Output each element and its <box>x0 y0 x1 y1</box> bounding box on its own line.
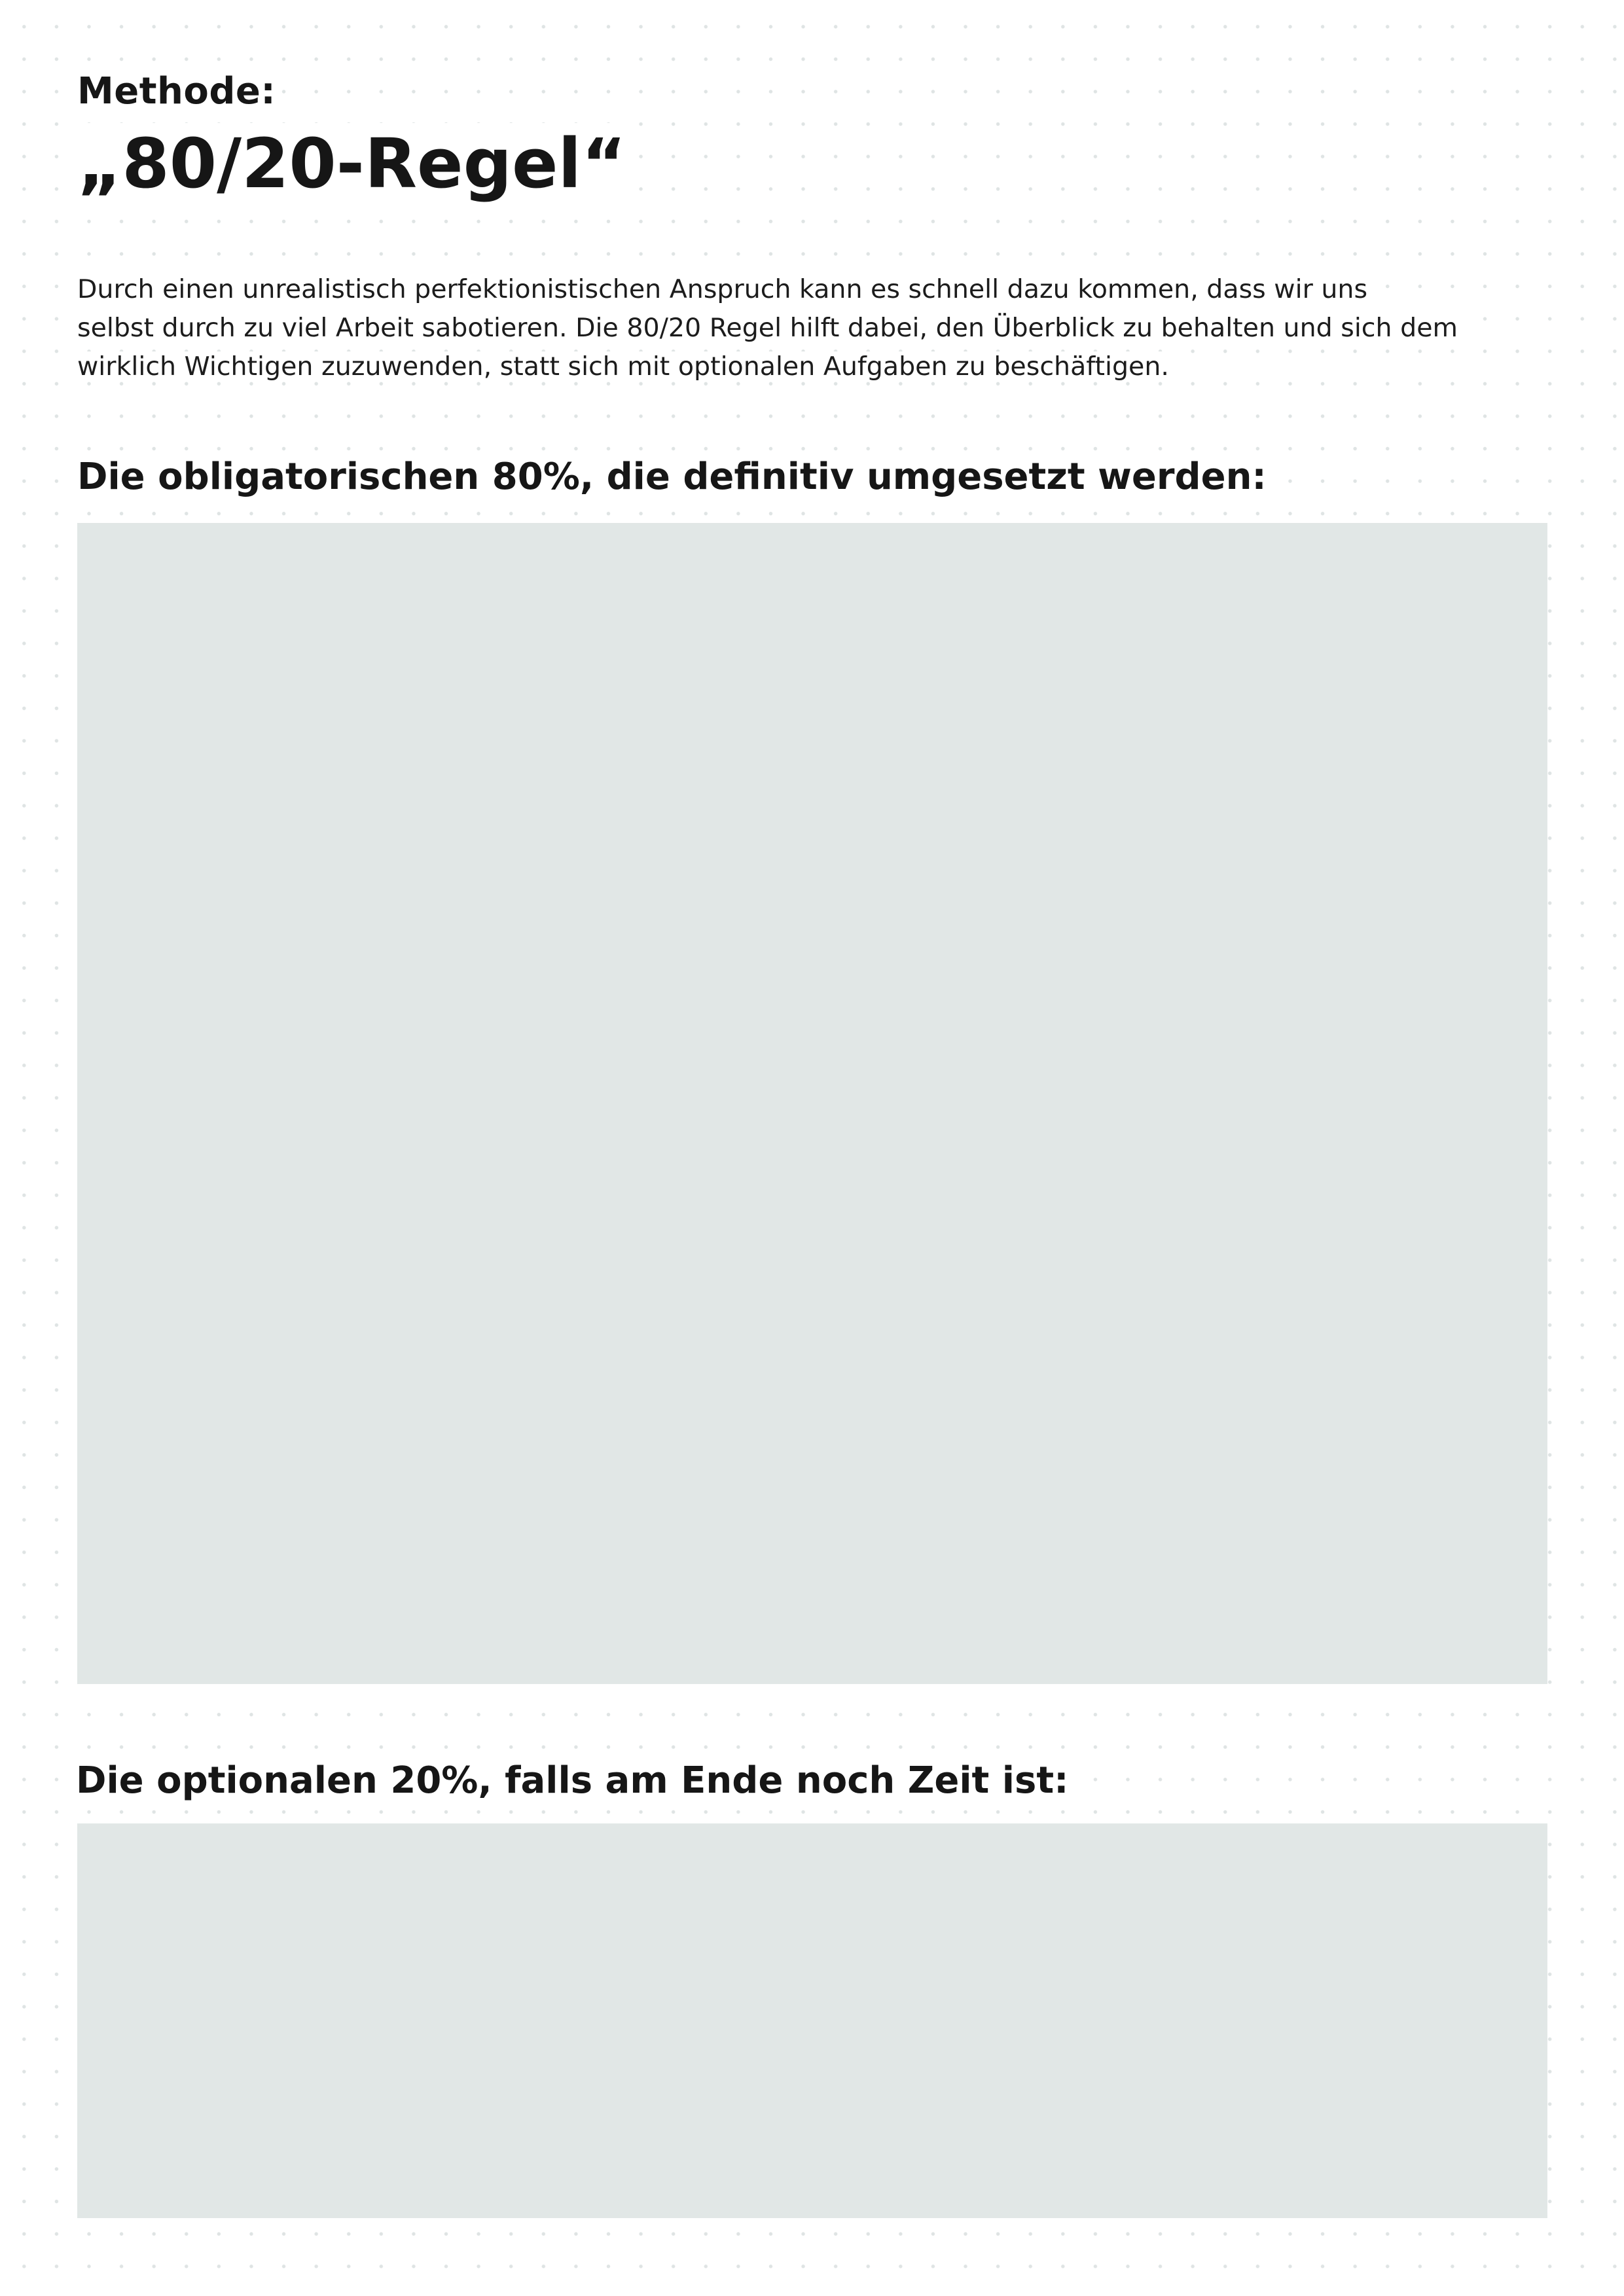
method-label: Methode: <box>77 68 280 115</box>
writing-area-80[interactable] <box>77 523 1547 1684</box>
section-heading-80: Die obligatorischen 80%, die definitiv umgesetzt werden: <box>77 454 1271 501</box>
writing-area-20[interactable] <box>77 1823 1547 2218</box>
section-heading-20: Die optionalen 20%, falls am Ende noch Zeit ist: <box>76 1757 1072 1804</box>
page-title: „80/20-Regel“ <box>77 123 630 204</box>
intro-line-3: wirklich Wichtigen zuzuwenden, statt sich mit optionalen Aufgaben zu beschäftigen. <box>77 351 1169 382</box>
intro-line-1: Durch einen unrealistisch perfektionistischen Anspruch kann es schnell dazu kommen, dass wir uns <box>77 274 1368 304</box>
intro-paragraph <box>77 270 1543 386</box>
intro-line-2: selbst durch zu viel Arbeit sabotieren. Die 80/20 Regel hilft dabei, den Überblick zu behalten und sich dem <box>77 313 1458 343</box>
